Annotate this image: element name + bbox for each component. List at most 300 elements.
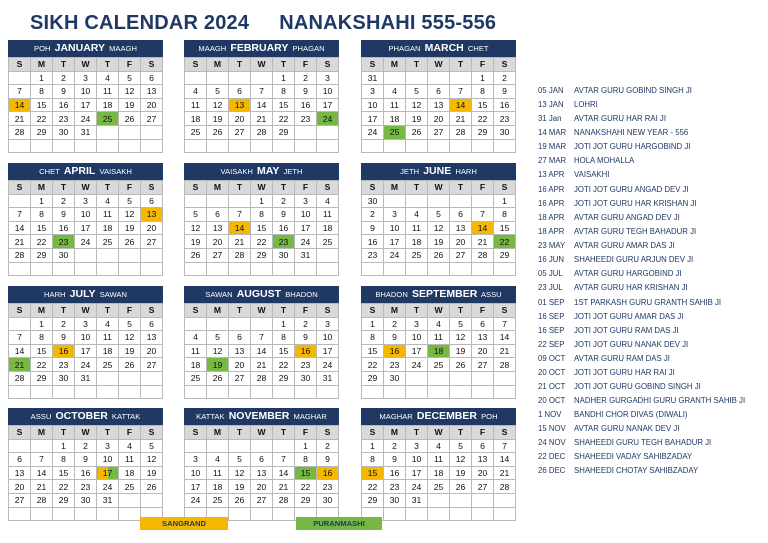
day-cell: 15	[362, 344, 384, 358]
weekday-header: T	[53, 181, 75, 195]
day-cell: 10	[97, 453, 119, 467]
month-name: JULY	[69, 288, 96, 300]
week-row	[362, 221, 516, 235]
day-cell: 7	[273, 453, 295, 467]
day-cell	[53, 385, 75, 399]
event-title: JOTI JOT GURU GOBIND SINGH JI	[574, 382, 701, 391]
day-cell: 19	[185, 235, 207, 249]
month-table	[8, 57, 163, 153]
week-row	[185, 480, 339, 494]
day-cell: 26	[207, 371, 229, 385]
day-cell: 10	[384, 221, 406, 235]
day-cell: 6	[251, 453, 273, 467]
event-title: AVTAR GURU GOBIND SINGH JI	[574, 86, 692, 95]
day-cell: 2	[317, 439, 339, 453]
day-cell: 2	[494, 71, 516, 85]
day-cell: 21	[494, 344, 516, 358]
month-header	[361, 40, 516, 57]
day-cell: 7	[229, 208, 251, 222]
week-row	[9, 453, 163, 467]
event-title: JOTI JOT GURU ANGAD DEV JI	[574, 185, 689, 194]
day-cell	[406, 71, 428, 85]
week-row	[9, 208, 163, 222]
day-cell: 21	[9, 112, 31, 126]
day-cell: 30	[53, 125, 75, 139]
day-cell: 8	[53, 453, 75, 467]
day-cell: 28	[9, 371, 31, 385]
day-cell: 3	[185, 453, 207, 467]
event-date: 20 OCT	[538, 396, 566, 405]
day-cell: 9	[53, 331, 75, 345]
day-cell: 9	[75, 453, 97, 467]
day-cell: 15	[273, 98, 295, 112]
day-cell: 22	[472, 112, 494, 126]
week-row	[362, 98, 516, 112]
day-cell: 3	[295, 194, 317, 208]
month-header	[184, 40, 339, 57]
day-cell: 5	[428, 208, 450, 222]
day-cell: 28	[251, 125, 273, 139]
weekday-row	[362, 304, 516, 318]
day-cell: 3	[75, 317, 97, 331]
week-row	[185, 98, 339, 112]
day-cell: 8	[494, 208, 516, 222]
day-cell: 12	[207, 98, 229, 112]
month-pre-label: MAAGH	[198, 44, 227, 53]
day-cell: 6	[141, 194, 163, 208]
day-cell	[450, 262, 472, 276]
weekday-header: S	[494, 426, 516, 440]
day-cell: 3	[317, 71, 339, 85]
day-cell	[472, 262, 494, 276]
weekday-header: M	[207, 304, 229, 318]
day-cell	[141, 371, 163, 385]
day-cell: 29	[362, 371, 384, 385]
week-row	[9, 385, 163, 399]
day-cell: 24	[75, 235, 97, 249]
day-cell: 16	[317, 466, 339, 480]
day-cell: 11	[207, 466, 229, 480]
week-row	[9, 248, 163, 262]
day-cell	[185, 139, 207, 153]
day-cell: 18	[406, 235, 428, 249]
event-date: 01 SEP	[538, 298, 565, 307]
day-cell: 13	[229, 344, 251, 358]
day-cell: 4	[185, 85, 207, 99]
month-header	[184, 163, 339, 180]
day-cell: 22	[273, 358, 295, 372]
day-cell	[428, 71, 450, 85]
day-cell: 13	[229, 98, 251, 112]
day-cell	[31, 385, 53, 399]
weekday-header: F	[472, 181, 494, 195]
day-cell: 24	[384, 248, 406, 262]
month-pre-label: HARH	[44, 290, 66, 299]
week-row	[185, 371, 339, 385]
day-cell: 20	[229, 358, 251, 372]
day-cell: 5	[207, 331, 229, 345]
week-row	[185, 71, 339, 85]
day-cell: 5	[119, 317, 141, 331]
week-row	[362, 331, 516, 345]
day-cell: 13	[472, 331, 494, 345]
month-march	[361, 40, 516, 153]
day-cell	[450, 371, 472, 385]
event-item	[538, 366, 675, 379]
day-cell: 27	[9, 493, 31, 507]
week-row	[185, 248, 339, 262]
event-date: 05 JUL	[538, 269, 563, 278]
day-cell	[31, 507, 53, 521]
month-table	[361, 180, 516, 276]
day-cell: 20	[9, 480, 31, 494]
day-cell	[119, 493, 141, 507]
day-cell: 18	[317, 221, 339, 235]
day-cell: 4	[317, 194, 339, 208]
day-cell: 1	[273, 317, 295, 331]
day-cell: 11	[428, 453, 450, 467]
day-cell: 7	[31, 453, 53, 467]
day-cell: 26	[185, 248, 207, 262]
day-cell: 5	[450, 317, 472, 331]
day-cell: 14	[494, 453, 516, 467]
weekday-header: M	[31, 426, 53, 440]
day-cell: 26	[207, 125, 229, 139]
day-cell: 19	[119, 98, 141, 112]
event-date: 22 DEC	[538, 452, 566, 461]
day-cell: 14	[273, 466, 295, 480]
week-row	[362, 125, 516, 139]
day-cell: 20	[428, 112, 450, 126]
day-cell	[384, 385, 406, 399]
day-cell: 30	[494, 125, 516, 139]
event-item	[538, 324, 679, 337]
day-cell: 9	[295, 331, 317, 345]
day-cell: 10	[185, 466, 207, 480]
week-row	[362, 317, 516, 331]
day-cell	[251, 71, 273, 85]
month-name: FEBRUARY	[230, 42, 289, 54]
day-cell: 25	[185, 371, 207, 385]
event-date: 05 JAN	[538, 86, 564, 95]
day-cell: 27	[229, 371, 251, 385]
weekday-header: S	[185, 304, 207, 318]
day-cell: 30	[53, 371, 75, 385]
day-cell	[472, 493, 494, 507]
weekday-header: W	[251, 426, 273, 440]
day-cell	[362, 139, 384, 153]
day-cell: 26	[450, 358, 472, 372]
weekday-header: W	[75, 304, 97, 318]
day-cell: 2	[273, 194, 295, 208]
week-row	[185, 235, 339, 249]
day-cell: 26	[229, 493, 251, 507]
event-item	[538, 281, 688, 294]
day-cell: 23	[53, 112, 75, 126]
weekday-header: S	[141, 58, 163, 72]
week-row	[362, 139, 516, 153]
day-cell: 21	[229, 235, 251, 249]
day-cell: 26	[141, 480, 163, 494]
month-may	[184, 163, 339, 276]
day-cell	[207, 262, 229, 276]
day-cell: 27	[141, 112, 163, 126]
month-post-label: MAAGH	[109, 44, 137, 53]
day-cell: 7	[251, 331, 273, 345]
event-date: 16 APR	[538, 199, 565, 208]
weekday-row	[185, 58, 339, 72]
week-row	[9, 439, 163, 453]
day-cell: 29	[273, 371, 295, 385]
day-cell	[97, 139, 119, 153]
event-item	[538, 380, 701, 393]
day-cell: 25	[185, 125, 207, 139]
day-cell: 18	[428, 344, 450, 358]
day-cell	[428, 493, 450, 507]
day-cell: 26	[428, 248, 450, 262]
week-row	[185, 208, 339, 222]
day-cell	[75, 248, 97, 262]
day-cell: 2	[295, 71, 317, 85]
day-cell: 23	[53, 235, 75, 249]
weekday-header: M	[31, 304, 53, 318]
day-cell: 21	[251, 112, 273, 126]
day-cell: 10	[295, 208, 317, 222]
day-cell	[141, 493, 163, 507]
day-cell: 8	[362, 331, 384, 345]
day-cell: 30	[75, 493, 97, 507]
event-title: JOTI JOT GURU HARGOBIND JI	[574, 142, 691, 151]
day-cell: 5	[141, 439, 163, 453]
month-february	[184, 40, 339, 153]
day-cell	[97, 507, 119, 521]
week-row	[362, 112, 516, 126]
day-cell: 5	[207, 85, 229, 99]
week-row	[185, 317, 339, 331]
day-cell: 20	[207, 235, 229, 249]
day-cell: 4	[119, 439, 141, 453]
day-cell: 6	[141, 71, 163, 85]
day-cell: 10	[75, 85, 97, 99]
weekday-header: T	[229, 304, 251, 318]
day-cell	[251, 262, 273, 276]
day-cell: 23	[75, 480, 97, 494]
event-item	[538, 408, 688, 421]
day-cell: 13	[141, 85, 163, 99]
month-december	[361, 408, 516, 521]
page-title	[30, 12, 496, 35]
event-date: 16 JUN	[538, 255, 564, 264]
week-row	[9, 98, 163, 112]
day-cell: 23	[295, 112, 317, 126]
event-item	[538, 168, 609, 181]
day-cell: 16	[494, 98, 516, 112]
day-cell: 27	[450, 248, 472, 262]
day-cell	[494, 493, 516, 507]
day-cell: 26	[450, 480, 472, 494]
month-post-label: PHAGAN	[292, 44, 325, 53]
event-title: AVTAR GURU HAR RAI JI	[574, 114, 666, 123]
weekday-header: W	[75, 426, 97, 440]
weekday-header: F	[119, 304, 141, 318]
week-row	[9, 358, 163, 372]
day-cell	[97, 262, 119, 276]
day-cell: 23	[384, 358, 406, 372]
day-cell	[273, 385, 295, 399]
day-cell: 10	[406, 331, 428, 345]
day-cell	[384, 139, 406, 153]
day-cell: 11	[384, 98, 406, 112]
weekday-header: T	[406, 304, 428, 318]
day-cell	[494, 262, 516, 276]
day-cell: 30	[384, 371, 406, 385]
day-cell	[273, 139, 295, 153]
weekday-header: W	[428, 304, 450, 318]
day-cell	[207, 385, 229, 399]
month-name: SEPTEMBER	[411, 288, 478, 300]
weekday-header: F	[119, 58, 141, 72]
month-table	[184, 57, 339, 153]
day-cell	[450, 507, 472, 521]
day-cell: 11	[97, 85, 119, 99]
event-date: 27 MAR	[538, 156, 567, 165]
month-july	[8, 286, 163, 399]
week-row	[185, 125, 339, 139]
weekday-header: T	[229, 181, 251, 195]
day-cell: 30	[273, 248, 295, 262]
day-cell: 27	[472, 358, 494, 372]
day-cell: 14	[31, 466, 53, 480]
week-row	[362, 371, 516, 385]
day-cell: 27	[251, 493, 273, 507]
weekday-header: S	[9, 426, 31, 440]
event-date: 16 SEP	[538, 312, 565, 321]
day-cell: 19	[406, 112, 428, 126]
week-row	[9, 85, 163, 99]
day-cell	[53, 262, 75, 276]
month-june	[361, 163, 516, 276]
day-cell: 24	[75, 112, 97, 126]
week-row	[9, 493, 163, 507]
event-title: SHAHEEDI GURU ARJUN DEV JI	[574, 255, 694, 264]
week-row	[9, 317, 163, 331]
week-row	[185, 139, 339, 153]
day-cell: 27	[207, 248, 229, 262]
weekday-row	[185, 181, 339, 195]
day-cell: 30	[362, 194, 384, 208]
month-name: AUGUST	[236, 288, 282, 300]
event-item	[538, 183, 689, 196]
day-cell: 17	[317, 98, 339, 112]
day-cell: 18	[428, 466, 450, 480]
day-cell: 5	[229, 453, 251, 467]
day-cell: 21	[9, 235, 31, 249]
day-cell: 1	[31, 317, 53, 331]
day-cell: 16	[53, 221, 75, 235]
day-cell: 30	[317, 493, 339, 507]
event-date: 22 SEP	[538, 340, 565, 349]
event-title: JOTI JOT GURU HAR KRISHAN JI	[574, 199, 697, 208]
event-date: 23 JUL	[538, 283, 563, 292]
day-cell: 24	[317, 358, 339, 372]
day-cell: 1	[295, 439, 317, 453]
day-cell: 4	[428, 317, 450, 331]
month-pre-label: CHET	[39, 167, 60, 176]
day-cell: 31	[317, 371, 339, 385]
month-post-label: POH	[481, 412, 498, 421]
day-cell	[494, 507, 516, 521]
day-cell: 16	[295, 344, 317, 358]
week-row	[185, 439, 339, 453]
day-cell	[317, 125, 339, 139]
day-cell	[251, 139, 273, 153]
day-cell	[273, 439, 295, 453]
month-post-label: JETH	[283, 167, 303, 176]
day-cell: 17	[317, 344, 339, 358]
title-gregorian: SIKH CALENDAR 2024	[30, 12, 250, 34]
day-cell: 25	[428, 480, 450, 494]
day-cell: 28	[9, 248, 31, 262]
day-cell: 8	[295, 453, 317, 467]
legend-sangrand-label: SANGRAND	[162, 519, 206, 528]
month-post-label: BHADON	[285, 290, 318, 299]
day-cell: 28	[450, 125, 472, 139]
month-header	[8, 286, 163, 303]
day-cell: 14	[251, 98, 273, 112]
day-cell: 3	[406, 317, 428, 331]
day-cell: 30	[384, 493, 406, 507]
week-row	[362, 493, 516, 507]
day-cell: 13	[472, 453, 494, 467]
weekday-header: W	[251, 181, 273, 195]
day-cell: 5	[406, 85, 428, 99]
weekday-row	[362, 181, 516, 195]
day-cell	[406, 139, 428, 153]
month-name: JANUARY	[54, 42, 105, 54]
weekday-header: F	[119, 181, 141, 195]
day-cell: 25	[406, 248, 428, 262]
day-cell	[494, 385, 516, 399]
day-cell: 25	[97, 358, 119, 372]
month-table	[184, 180, 339, 276]
day-cell: 24	[317, 112, 339, 126]
day-cell: 20	[472, 466, 494, 480]
day-cell: 4	[97, 194, 119, 208]
day-cell: 27	[428, 125, 450, 139]
day-cell: 31	[75, 125, 97, 139]
day-cell: 26	[406, 125, 428, 139]
week-row	[185, 385, 339, 399]
day-cell: 9	[273, 208, 295, 222]
day-cell	[185, 71, 207, 85]
day-cell: 24	[406, 358, 428, 372]
day-cell: 16	[362, 235, 384, 249]
day-cell: 8	[472, 85, 494, 99]
event-date: 15 NOV	[538, 424, 566, 433]
week-row	[9, 112, 163, 126]
day-cell: 3	[75, 71, 97, 85]
day-cell	[450, 139, 472, 153]
day-cell: 15	[362, 466, 384, 480]
weekday-header: M	[384, 181, 406, 195]
day-cell: 18	[207, 480, 229, 494]
day-cell: 2	[295, 317, 317, 331]
month-table	[361, 303, 516, 399]
day-cell	[207, 71, 229, 85]
week-row	[9, 71, 163, 85]
month-pre-label: BHADON	[375, 290, 408, 299]
month-header	[184, 408, 339, 425]
